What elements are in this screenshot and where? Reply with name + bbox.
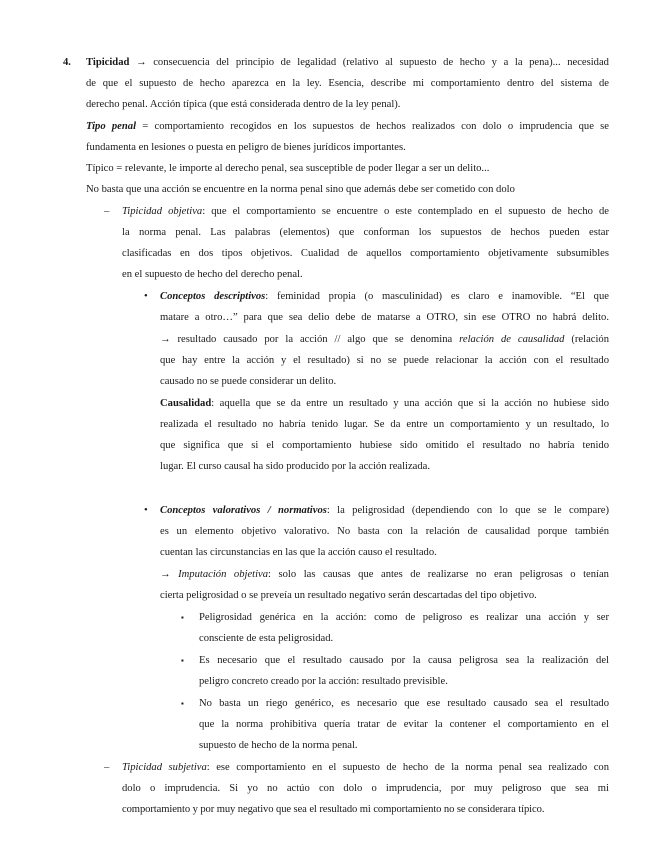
causalidad-line-2: realizada el resultado no habría tenido lugar. Se da entre un comportamiento y un resultado, lo: [160, 419, 609, 430]
tipo-penal-term: Tipo penal: [86, 121, 137, 132]
bullet-icon: •: [144, 291, 148, 302]
descriptivos-line-5: causado no se puede considerar un delito.: [160, 376, 337, 387]
imputacion-objetiva-term: Imputación objetiva: [178, 569, 269, 580]
causalidad-line-3: que significa que si el comportamiento hubiese sido omitido el resultado no habría tenido: [160, 440, 609, 451]
descriptivos-line-2: matare a otro…” para que sea delio debe de matarse a OTRO, sin ese OTRO no habrá delito.: [160, 312, 609, 323]
conceptos-descriptivos-term: Conceptos descriptivos: [160, 291, 266, 302]
descriptivos-line-1: Conceptos descriptivos: feminidad propia (o masculinidad) es claro e inamovible. “El que: [160, 291, 609, 302]
section-title: Tipicidad: [86, 57, 130, 68]
imputacion-line-2: cierta peligrosidad o se preveía un resultado negativo serán descartadas del tipo objetivo.: [160, 590, 537, 601]
arrow-icon: →: [160, 334, 171, 345]
section-line-3: derecho penal. Acción típica (que está considerada dentro de la ley penal).: [86, 99, 401, 110]
tipico-line: Típico = relevante, le importe al derecho penal, sea susceptible de poder llegar a ser un delito...: [86, 163, 490, 174]
tipicidad-subjetiva-term: Tipicidad subjetiva: [122, 762, 207, 773]
square-bullet-icon: ▪: [181, 699, 184, 708]
tipico-highlight: sea susceptible de poder llegar a ser un delito...: [289, 163, 490, 174]
dash-icon: –: [104, 206, 110, 217]
no-basta-line: No basta que una acción se encuentre en la norma penal sino que además debe ser cometido con dolo: [86, 184, 515, 195]
subjetiva-line-3: comportamiento y por muy negativo que sea el resultado mi comportamiento no se considerara típico.: [122, 804, 545, 815]
dash-icon: –: [104, 762, 110, 773]
objetiva-line-3: clasificadas en dos tipos objetivos. Cualidad de aquellos comportamiento objetivamente subsumibles: [122, 248, 609, 259]
square-bullet-icon: ▪: [181, 613, 184, 622]
square-bullet-icon: ▪: [181, 656, 184, 665]
conceptos-valorativos-term: Conceptos valorativos / normativos: [160, 505, 327, 516]
valorativos-line-3: cuentan las circunstancias en las que la acción causo el resultado.: [160, 547, 437, 558]
list-item-3-line-3: supuesto de hecho de la norma penal.: [199, 740, 358, 751]
causalidad-term: Causalidad: [160, 398, 212, 409]
descriptivos-line-3: → resultado causado por la acción // algo que se denomina relación de causalidad (relación: [160, 334, 610, 345]
arrow-icon: →: [160, 569, 171, 580]
subjetiva-line-1: Tipicidad subjetiva: ese comportamiento en el supuesto de hecho de la norma penal sea realizado con: [122, 762, 610, 773]
section-line-2: de que el supuesto de hecho aparezca en la ley. Esencia, describe mi comportamiento dentro del sistema de: [86, 78, 609, 89]
tipicidad-objetiva-term: Tipicidad objetiva: [122, 206, 203, 217]
tipo-penal-line-2: fundamenta en lesiones o puesta en peligro de bienes jurídicos importantes.: [86, 142, 406, 153]
valorativos-line-1: Conceptos valorativos / normativos: la peligrosidad (dependiendo con lo que se le compare): [160, 505, 609, 516]
list-item-2-line-2: peligro concreto creado por la acción: resultado previsible.: [199, 676, 448, 687]
objetiva-line-2: la norma penal. Las palabras (elementos) que conforman los supuestos de hechos pueden estar: [122, 227, 609, 238]
section-line-1: Tipicidad → consecuencia del principio de legalidad (relativo al supuesto de hecho y a la pena)... necesidad: [86, 57, 609, 68]
list-item-1-line-1: Peligrosidad genérica en la acción: como de peligroso es realizar una acción y ser: [199, 612, 609, 623]
list-item-3-line-2: que la norma prohibitiva quería tratar de evitar la contener el comportamiento en el: [199, 719, 609, 730]
list-item-3-line-1: No basta un riego genérico, es necesario que ese resultado causado sea el resultado: [199, 698, 609, 709]
relacion-causalidad-term: relación de causalidad: [459, 334, 565, 345]
section-number: 4.: [63, 57, 71, 68]
valorativos-line-2: es un elemento objetivo valorativo. No basta con la relación de causalidad porque también: [160, 526, 609, 537]
bullet-icon: •: [144, 505, 148, 516]
descriptivos-line-4: que hay entre la acción y el resultado) si no se puede relacionar la acción con el resultado: [160, 355, 609, 366]
list-item-2-line-1: Es necesario que el resultado causado por la causa peligrosa sea la realización del: [199, 655, 609, 666]
causalidad-line-4: lugar. El curso causal ha sido producido por la acción realizada.: [160, 461, 431, 472]
list-item-1-line-2: consciente de esta peligrosidad.: [199, 633, 334, 644]
imputacion-line-1: → Imputación objetiva: solo las causas que antes de realizarse no eran peligrosas o tenían: [160, 569, 609, 580]
causalidad-line-1: Causalidad: aquella que se da entre un resultado y una acción que si la acción no hubiese sido: [160, 398, 609, 409]
tipo-penal-line-1: Tipo penal = comportamiento recogidos en los supuestos de hechos realizados con dolo o imprudencia que se: [86, 121, 609, 132]
objetiva-line-1: Tipicidad objetiva: que el comportamiento se encuentre o este contemplado en el supuesto de hecho de: [122, 206, 609, 217]
arrow-icon: →: [136, 57, 147, 68]
subjetiva-line-2: dolo o imprudencia. Si yo no actúo con dolo o imprudencia, por muy peligroso que sea mi: [122, 783, 609, 794]
objetiva-line-4: en el supuesto de hecho del derecho penal.: [122, 269, 303, 280]
